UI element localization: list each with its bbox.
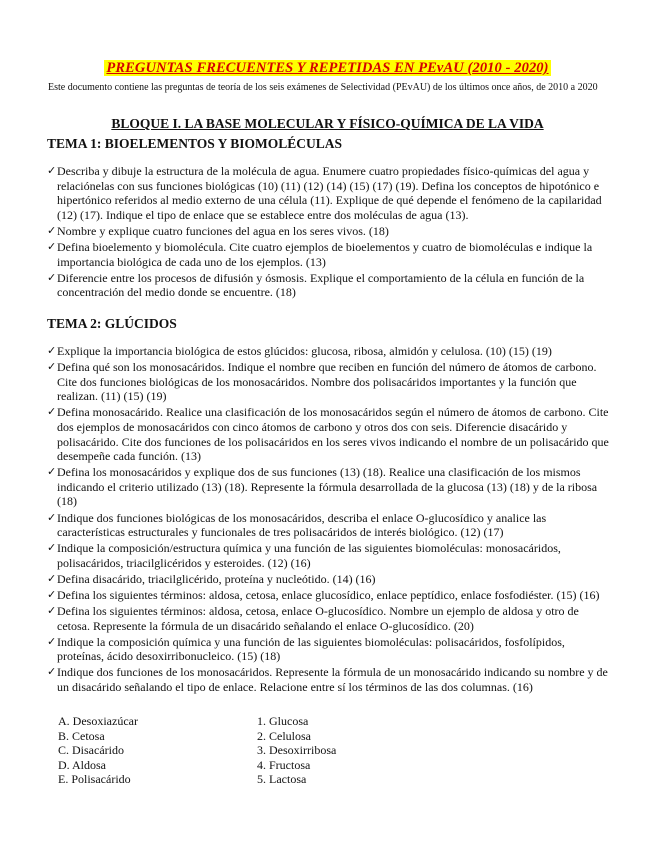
checkmark-icon: ✓ <box>47 572 57 585</box>
question-text: Describa y dibuje la estructura de la molécula de agua. Enumere cuatro propiedades físico-químicas del agua y relaciónelas con sus funciones biológicas (10) (11) (12) (14) (15) (17) (19). Defina los conceptos de hipotónico e hipertónico referidos al medio externo de una célula (11). Explique de qué depende el fenómeno de la capilaridad (12) (17). Indique el tipo de enlace que se establece entre dos moléculas de agua (13). <box>57 164 602 222</box>
checkmark-icon: ✓ <box>47 240 57 253</box>
question-text: Defina los siguientes términos: aldosa, cetosa, enlace glucosídico, enlace peptídico, enlace fosfodiéster. (15) (16) <box>57 588 600 602</box>
checkmark-icon: ✓ <box>47 466 57 479</box>
matching-row <box>58 772 418 787</box>
match-right-term: 5. Lactosa <box>257 772 307 787</box>
match-left-term: E. Polisacárido <box>58 772 131 787</box>
match-right-term: 1. Glucosa <box>257 714 309 728</box>
matching-row <box>58 743 418 758</box>
question-item <box>47 405 612 463</box>
block-title: BLOQUE I. LA BASE MOLECULAR Y FÍSICO-QUÍMICA DE LA VIDA <box>111 116 544 131</box>
checkmark-icon: ✓ <box>47 165 57 177</box>
checkmark-icon: ✓ <box>47 511 57 524</box>
question-item <box>47 344 612 359</box>
question-item <box>47 665 612 694</box>
match-right-term: 3. Desoxirribosa <box>257 743 337 758</box>
match-left-term: C. Disacárido <box>58 743 124 758</box>
question-text: Explique la importancia biológica de estos glúcidos: glucosa, ribosa, almidón y celulosa. (10) (15) (19) <box>57 344 552 358</box>
intro-paragraph: Este documento contiene las preguntas de teoría de los seis exámenes de Selectividad (PEvAU) de los últimos once años, de 2010 a 2020 <box>48 82 598 93</box>
document-title <box>0 59 655 77</box>
document-title-text: PREGUNTAS FRECUENTES Y REPETIDAS EN PEvAU (2010 - 2020) <box>106 60 549 76</box>
question-item <box>47 511 612 540</box>
checkmark-icon: ✓ <box>47 271 57 284</box>
match-left-term: B. Cetosa <box>58 728 105 743</box>
checkmark-icon: ✓ <box>47 542 57 555</box>
checkmark-icon: ✓ <box>47 361 57 374</box>
match-right-term: 2. Celulosa <box>257 728 311 743</box>
checkmark-icon: ✓ <box>47 666 57 679</box>
checkmark-icon: ✓ <box>47 635 57 648</box>
question-text: Indique dos funciones biológicas de los monosacáridos, describa el enlace O-glucosídico y analice las características estructurales y funcionales de tres polisacáridos de interés biológico. (12) (17) <box>57 510 547 540</box>
checkmark-icon: ✓ <box>47 406 57 419</box>
checkmark-icon: ✓ <box>47 605 57 618</box>
checkmark-icon: ✓ <box>47 589 57 601</box>
question-text: Indique la composición/estructura química y una función de las siguientes biomoléculas: monosacáridos, polisacáridos, triacilglicéridos y esteroides. (12) (16) <box>57 541 561 570</box>
question-item <box>47 588 612 603</box>
question-item <box>47 271 612 300</box>
question-text: Nombre y explique cuatro funciones del agua en los seres vivos. (18) <box>57 223 389 238</box>
question-item <box>47 240 612 269</box>
matching-columns <box>58 714 418 787</box>
checkmark-icon: ✓ <box>47 224 57 237</box>
topic1-heading: TEMA 1: BIOELEMENTOS Y BIOMOLÉCULAS <box>47 136 343 151</box>
match-right-term: 4. Fructosa <box>257 757 311 772</box>
question-text: Defina qué son los monosacáridos. Indique el nombre que reciben en función del número de átomos de carbono. Cite dos funciones biológicas de los monosacáridos. Nombre dos polisacáridos importantes y la función que realizan. (11) (15) (19) <box>57 360 597 404</box>
checkmark-icon: ✓ <box>47 345 57 357</box>
match-left-term: A. Desoxiazúcar <box>58 714 138 728</box>
question-text: Indique dos funciones de los monosacáridos. Represente la fórmula de un monosacárido indicando su nombre y de un disacárido señalando el tipo de enlace. Relacione entre sí los términos de las dos columnas. (16) <box>57 665 608 695</box>
question-text: Defina disacárido, triacilglicérido, proteína y nucleótido. (14) (16) <box>57 571 376 586</box>
topic2-question-list <box>47 344 612 696</box>
question-text: Defina los siguientes términos: aldosa, cetosa, enlace O-glucosídico. Nombre un ejemplo de aldosa y otro de cetosa. Represente la fórmula de un disacárido señalando el enlace O-glucosídico. (20) <box>57 604 579 633</box>
match-left-term: D. Aldosa <box>58 757 106 772</box>
question-item <box>47 224 612 239</box>
matching-row <box>58 729 418 744</box>
question-text: Defina bioelemento y biomolécula. Cite cuatro ejemplos de bioelementos y cuatro de biomoléculas e indique la importancia biológica de cada uno de los ejemplos. (13) <box>57 239 593 269</box>
question-text: Defina monosacárido. Realice una clasificación de los monosacáridos según el número de átomos de carbono. Cite dos ejemplos de monosacáridos con cinco átomos de carbono y otros dos con seis. Diferencie disacárido y polisacárido. Cite dos funciones de los polisacáridos en los seres vivos indicando el nombre de un polisacárido que desempeñe cada función. (13) <box>57 405 609 464</box>
question-item <box>47 465 612 509</box>
question-text: Diferencie entre los procesos de difusión y ósmosis. Explique el comportamiento de la célula en función de la concentración del medio donde se encuentre. (18) <box>57 270 585 300</box>
question-text: Defina los monosacáridos y explique dos de sus funciones (13) (18). Realice una clasificación de los mismos indicando el criterio utilizado (13) (18). Represente la fórmula desarrollada de la glucosa (13) (18) y de la ribosa (18) <box>57 465 598 509</box>
question-item <box>47 635 612 664</box>
question-item <box>47 164 612 222</box>
question-text: Indique la composición química y una función de las siguientes biomoléculas: polisacáridos, fosfolípidos, proteínas, ácido desoxirribonucleico. (15) (18) <box>57 634 565 664</box>
question-item <box>47 360 612 404</box>
matching-row <box>58 758 418 773</box>
topic2-heading: TEMA 2: GLÚCIDOS <box>47 316 177 331</box>
question-item <box>47 572 612 587</box>
topic1-question-list <box>47 164 612 301</box>
question-item <box>47 541 612 570</box>
matching-row <box>58 714 418 729</box>
question-item <box>47 604 612 633</box>
